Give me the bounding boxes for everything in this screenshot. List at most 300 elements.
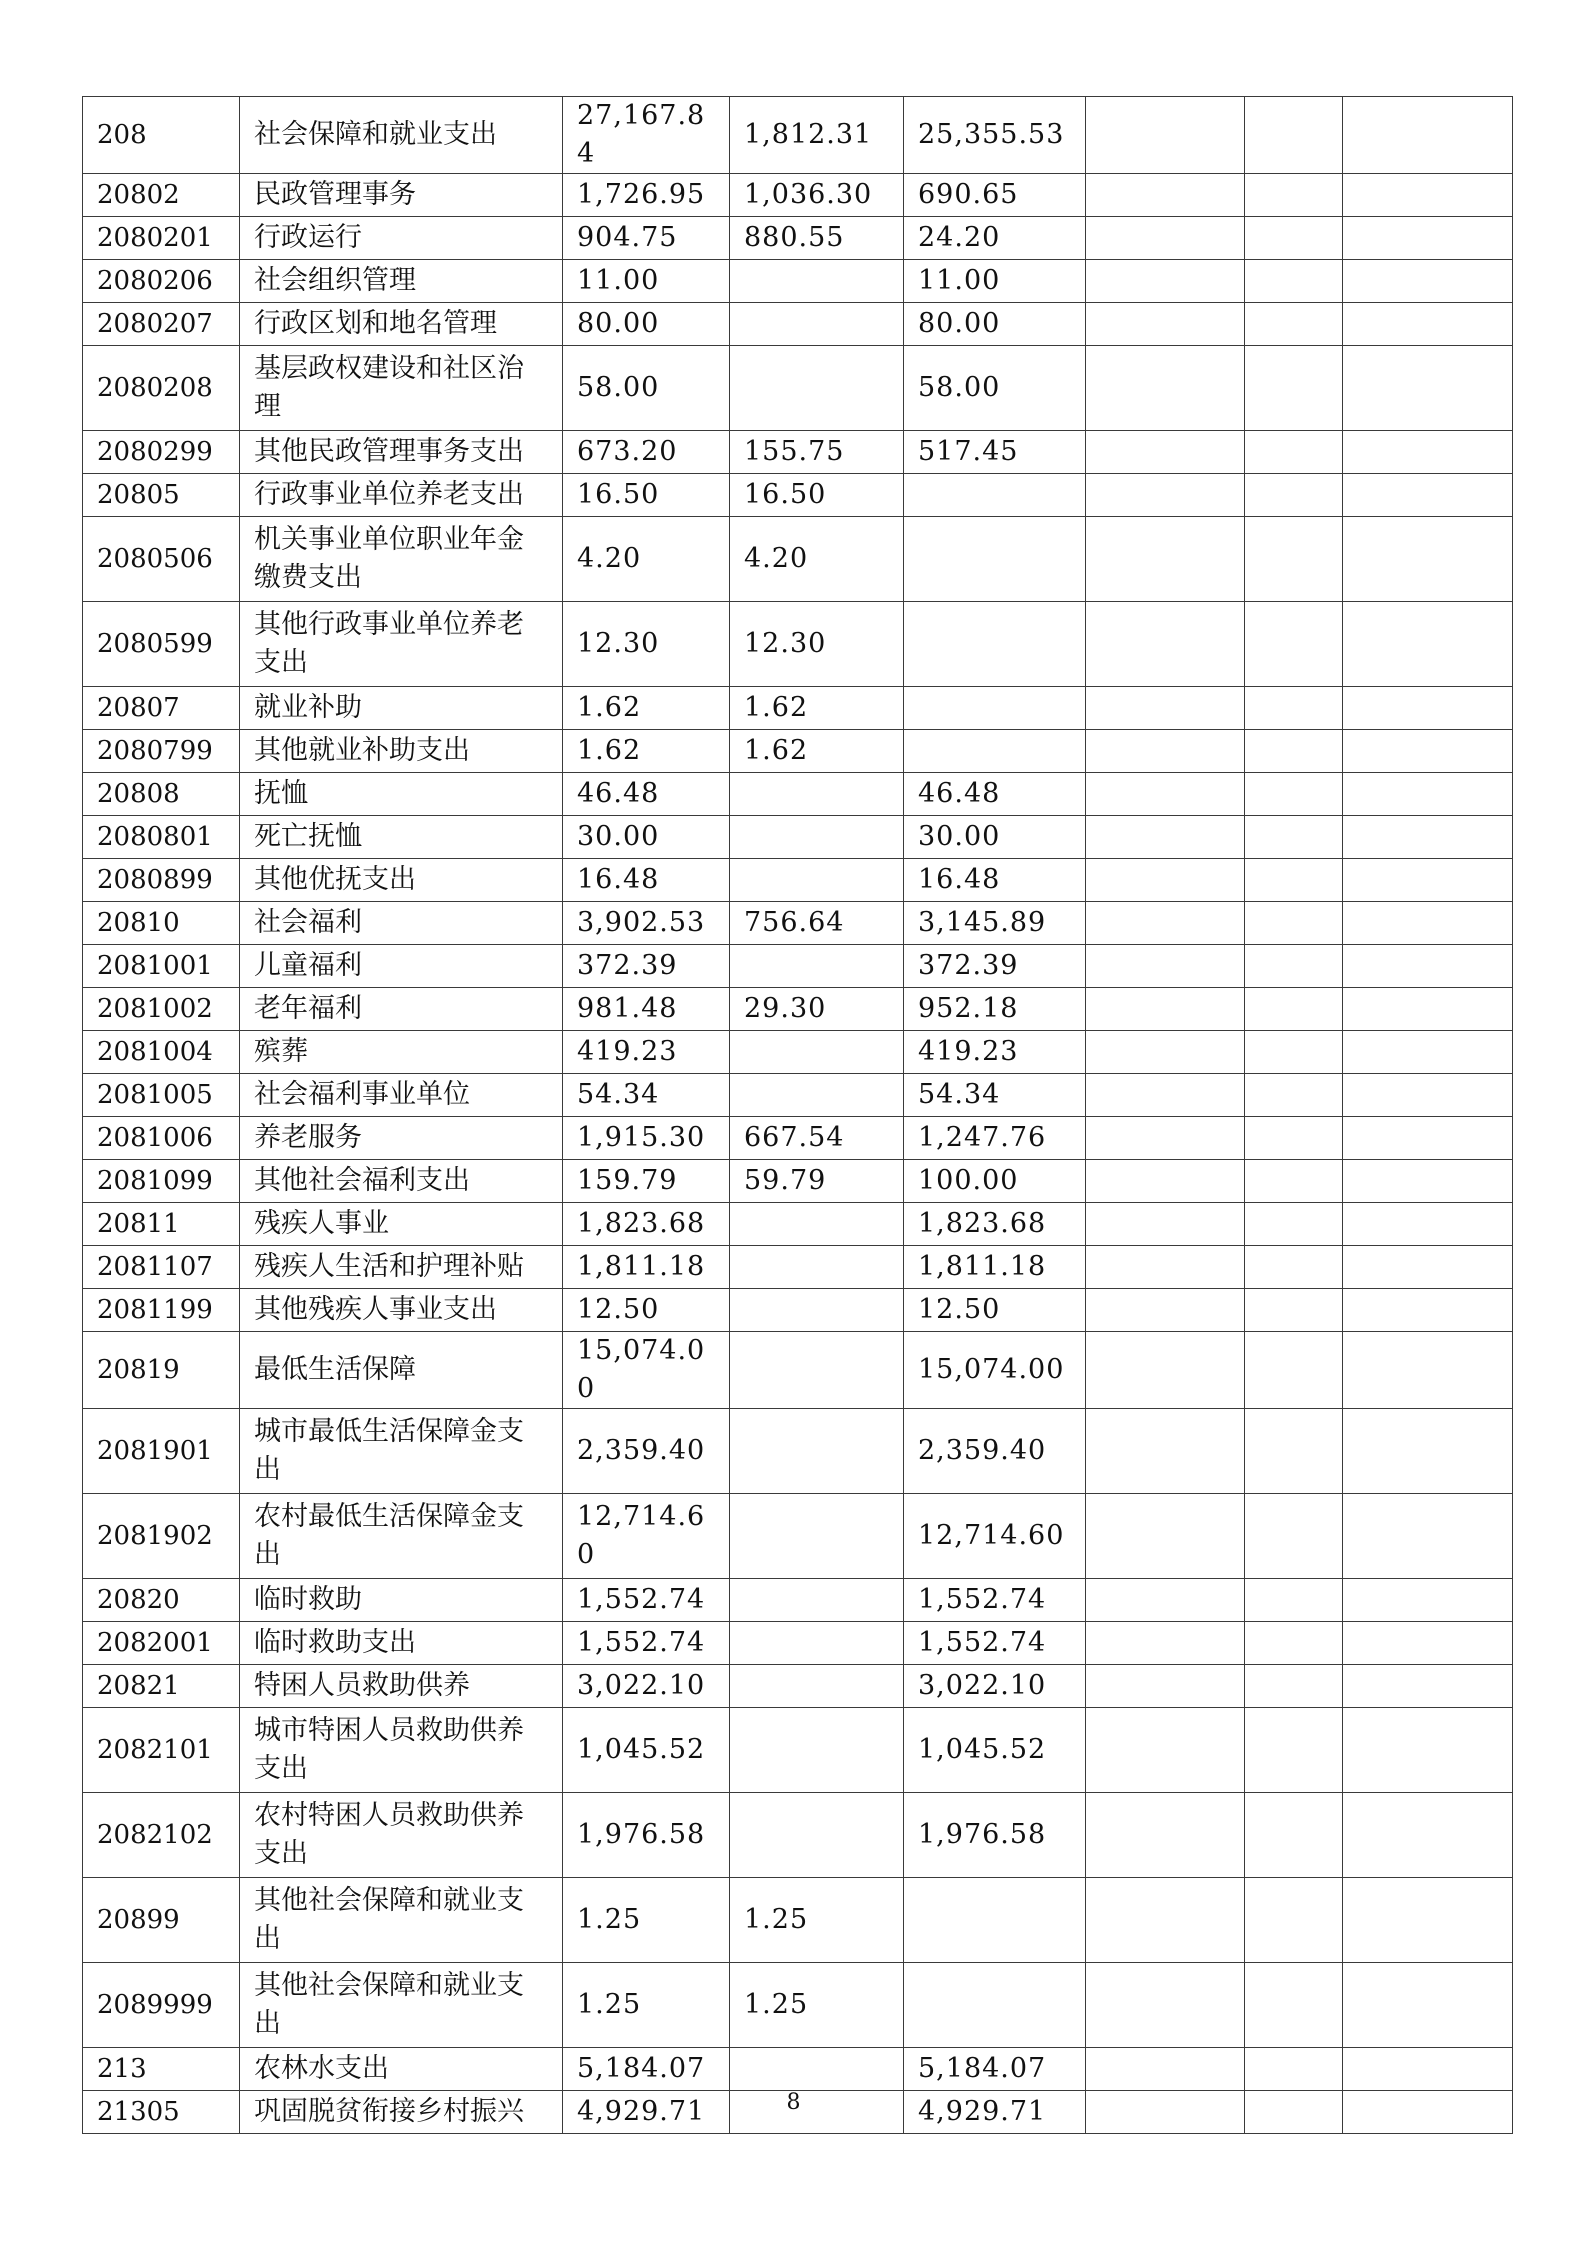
name-cell: 民政管理事务 (240, 174, 563, 217)
code-cell: 2082101 (83, 1708, 240, 1793)
code-cell: 2081901 (83, 1409, 240, 1494)
empty-cell (1086, 1708, 1245, 1793)
empty-cell (1343, 260, 1513, 303)
project-expenditure-cell (904, 730, 1086, 773)
table-row (83, 217, 1513, 260)
empty-cell (1086, 1494, 1245, 1579)
empty-cell (1245, 2048, 1343, 2091)
empty-cell (1086, 816, 1245, 859)
empty-cell (1343, 1031, 1513, 1074)
empty-cell (1343, 1409, 1513, 1494)
total-cell: 1,823.68 (563, 1203, 730, 1246)
total-cell: 2,359.40 (563, 1409, 730, 1494)
empty-cell (1086, 859, 1245, 902)
name-cell: 抚恤 (240, 773, 563, 816)
empty-cell (1343, 431, 1513, 474)
total-cell: 11.00 (563, 260, 730, 303)
empty-cell (1343, 1332, 1513, 1409)
empty-cell (1343, 1665, 1513, 1708)
table-row (83, 1031, 1513, 1074)
total-cell: 1,552.74 (563, 1579, 730, 1622)
table-row (83, 773, 1513, 816)
total-cell: 12.50 (563, 1289, 730, 1332)
empty-cell (1245, 1579, 1343, 1622)
project-expenditure-cell: 24.20 (904, 217, 1086, 260)
name-cell: 就业补助 (240, 687, 563, 730)
code-cell: 2081001 (83, 945, 240, 988)
total-cell: 15,074.00 (563, 1332, 730, 1409)
name-cell: 基层政权建设和社区治理 (240, 346, 563, 431)
empty-cell (1343, 1878, 1513, 1963)
empty-cell (1086, 217, 1245, 260)
basic-expenditure-cell (730, 1074, 904, 1117)
project-expenditure-cell: 419.23 (904, 1031, 1086, 1074)
total-cell: 1,915.30 (563, 1117, 730, 1160)
basic-expenditure-cell (730, 260, 904, 303)
table-row (83, 174, 1513, 217)
name-cell: 其他就业补助支出 (240, 730, 563, 773)
total-cell: 372.39 (563, 945, 730, 988)
table-row (83, 260, 1513, 303)
empty-cell (1343, 1289, 1513, 1332)
code-cell: 208 (83, 97, 240, 174)
code-cell: 2089999 (83, 1963, 240, 2048)
code-cell: 2080299 (83, 431, 240, 474)
total-cell: 12,714.60 (563, 1494, 730, 1579)
empty-cell (1343, 816, 1513, 859)
basic-expenditure-cell (730, 945, 904, 988)
empty-cell (1086, 260, 1245, 303)
table-row (83, 474, 1513, 517)
name-cell: 临时救助 (240, 1579, 563, 1622)
empty-cell (1086, 431, 1245, 474)
empty-cell (1086, 1289, 1245, 1332)
empty-cell (1343, 1160, 1513, 1203)
empty-cell (1245, 687, 1343, 730)
code-cell: 20811 (83, 1203, 240, 1246)
project-expenditure-cell: 3,022.10 (904, 1665, 1086, 1708)
empty-cell (1343, 988, 1513, 1031)
empty-cell (1086, 1074, 1245, 1117)
name-cell: 残疾人生活和护理补贴 (240, 1246, 563, 1289)
empty-cell (1343, 859, 1513, 902)
basic-expenditure-cell (730, 303, 904, 346)
basic-expenditure-cell: 12.30 (730, 602, 904, 687)
table-row (83, 1579, 1513, 1622)
empty-cell (1245, 474, 1343, 517)
basic-expenditure-cell: 155.75 (730, 431, 904, 474)
basic-expenditure-cell: 29.30 (730, 988, 904, 1031)
empty-cell (1245, 1160, 1343, 1203)
empty-cell (1343, 1963, 1513, 2048)
total-cell: 3,902.53 (563, 902, 730, 945)
empty-cell (1086, 346, 1245, 431)
total-cell: 1.62 (563, 687, 730, 730)
code-cell: 2080207 (83, 303, 240, 346)
code-cell: 20821 (83, 1665, 240, 1708)
empty-cell (1343, 97, 1513, 174)
empty-cell (1086, 2048, 1245, 2091)
code-cell: 2081099 (83, 1160, 240, 1203)
empty-cell (1245, 431, 1343, 474)
table-row (83, 816, 1513, 859)
name-cell: 城市特困人员救助供养支出 (240, 1708, 563, 1793)
name-cell: 行政事业单位养老支出 (240, 474, 563, 517)
table-row (83, 1622, 1513, 1665)
empty-cell (1343, 1074, 1513, 1117)
empty-cell (1343, 217, 1513, 260)
code-cell: 20810 (83, 902, 240, 945)
table-row (83, 602, 1513, 687)
project-expenditure-cell: 1,976.58 (904, 1793, 1086, 1878)
basic-expenditure-cell: 1,812.31 (730, 97, 904, 174)
name-cell: 社会福利事业单位 (240, 1074, 563, 1117)
total-cell: 58.00 (563, 346, 730, 431)
basic-expenditure-cell: 4.20 (730, 517, 904, 602)
code-cell: 20802 (83, 174, 240, 217)
basic-expenditure-cell (730, 1665, 904, 1708)
total-cell: 1.25 (563, 1963, 730, 2048)
project-expenditure-cell: 1,552.74 (904, 1579, 1086, 1622)
name-cell: 其他残疾人事业支出 (240, 1289, 563, 1332)
empty-cell (1086, 1579, 1245, 1622)
empty-cell (1343, 945, 1513, 988)
total-cell: 159.79 (563, 1160, 730, 1203)
empty-cell (1343, 346, 1513, 431)
name-cell: 其他优抚支出 (240, 859, 563, 902)
code-cell: 2081006 (83, 1117, 240, 1160)
name-cell: 残疾人事业 (240, 1203, 563, 1246)
empty-cell (1086, 517, 1245, 602)
project-expenditure-cell: 4,929.71 (904, 2091, 1086, 2134)
empty-cell (1245, 988, 1343, 1031)
empty-cell (1245, 303, 1343, 346)
empty-cell (1343, 773, 1513, 816)
empty-cell (1086, 97, 1245, 174)
name-cell: 农村特困人员救助供养支出 (240, 1793, 563, 1878)
total-cell: 4.20 (563, 517, 730, 602)
basic-expenditure-cell: 16.50 (730, 474, 904, 517)
table-row (83, 1332, 1513, 1409)
code-cell: 2080801 (83, 816, 240, 859)
empty-cell (1245, 1031, 1343, 1074)
project-expenditure-cell (904, 474, 1086, 517)
basic-expenditure-cell (730, 2048, 904, 2091)
project-expenditure-cell: 12.50 (904, 1289, 1086, 1332)
table-row (83, 1963, 1513, 2048)
basic-expenditure-cell: 880.55 (730, 217, 904, 260)
code-cell: 2080799 (83, 730, 240, 773)
empty-cell (1343, 602, 1513, 687)
empty-cell (1086, 1793, 1245, 1878)
empty-cell (1086, 1665, 1245, 1708)
name-cell: 老年福利 (240, 988, 563, 1031)
project-expenditure-cell (904, 687, 1086, 730)
total-cell: 1,552.74 (563, 1622, 730, 1665)
table-row (83, 730, 1513, 773)
table-row (83, 1246, 1513, 1289)
code-cell: 2080208 (83, 346, 240, 431)
code-cell: 20820 (83, 1579, 240, 1622)
code-cell: 2081199 (83, 1289, 240, 1332)
basic-expenditure-cell (730, 346, 904, 431)
code-cell: 20808 (83, 773, 240, 816)
project-expenditure-cell: 5,184.07 (904, 2048, 1086, 2091)
empty-cell (1086, 1409, 1245, 1494)
empty-cell (1086, 174, 1245, 217)
total-cell: 16.50 (563, 474, 730, 517)
name-cell: 其他民政管理事务支出 (240, 431, 563, 474)
code-cell: 2080599 (83, 602, 240, 687)
empty-cell (1245, 1665, 1343, 1708)
basic-expenditure-cell (730, 1579, 904, 1622)
basic-expenditure-cell (730, 1203, 904, 1246)
empty-cell (1086, 1117, 1245, 1160)
empty-cell (1245, 1246, 1343, 1289)
table-row (83, 945, 1513, 988)
code-cell: 2081107 (83, 1246, 240, 1289)
code-cell: 2080206 (83, 260, 240, 303)
empty-cell (1086, 773, 1245, 816)
total-cell: 1,045.52 (563, 1708, 730, 1793)
total-cell: 46.48 (563, 773, 730, 816)
total-cell: 80.00 (563, 303, 730, 346)
empty-cell (1343, 1579, 1513, 1622)
name-cell: 行政运行 (240, 217, 563, 260)
basic-expenditure-cell (730, 816, 904, 859)
name-cell: 社会福利 (240, 902, 563, 945)
empty-cell (1245, 1117, 1343, 1160)
project-expenditure-cell (904, 1963, 1086, 2048)
basic-expenditure-cell: 1,036.30 (730, 174, 904, 217)
empty-cell (1245, 1409, 1343, 1494)
project-expenditure-cell: 690.65 (904, 174, 1086, 217)
project-expenditure-cell: 15,074.00 (904, 1332, 1086, 1409)
project-expenditure-cell: 3,145.89 (904, 902, 1086, 945)
empty-cell (1245, 816, 1343, 859)
name-cell: 其他社会保障和就业支出 (240, 1963, 563, 2048)
empty-cell (1343, 1246, 1513, 1289)
project-expenditure-cell (904, 602, 1086, 687)
empty-cell (1245, 773, 1343, 816)
empty-cell (1245, 859, 1343, 902)
empty-cell (1343, 2048, 1513, 2091)
project-expenditure-cell: 372.39 (904, 945, 1086, 988)
name-cell: 其他社会保障和就业支出 (240, 1878, 563, 1963)
empty-cell (1245, 945, 1343, 988)
basic-expenditure-cell (730, 1332, 904, 1409)
name-cell: 社会组织管理 (240, 260, 563, 303)
empty-cell (1086, 1332, 1245, 1409)
total-cell: 30.00 (563, 816, 730, 859)
empty-cell (1343, 517, 1513, 602)
name-cell: 农林水支出 (240, 2048, 563, 2091)
table-row (83, 859, 1513, 902)
empty-cell (1245, 517, 1343, 602)
basic-expenditure-cell: 1.62 (730, 687, 904, 730)
table-row (83, 1289, 1513, 1332)
total-cell: 5,184.07 (563, 2048, 730, 2091)
empty-cell (1245, 1074, 1343, 1117)
table-row (83, 1160, 1513, 1203)
empty-cell (1343, 687, 1513, 730)
table-row (83, 1409, 1513, 1494)
project-expenditure-cell (904, 1878, 1086, 1963)
total-cell: 1,976.58 (563, 1793, 730, 1878)
name-cell: 特困人员救助供养 (240, 1665, 563, 1708)
empty-cell (1245, 217, 1343, 260)
project-expenditure-cell: 952.18 (904, 988, 1086, 1031)
project-expenditure-cell: 54.34 (904, 1074, 1086, 1117)
code-cell: 20899 (83, 1878, 240, 1963)
empty-cell (1343, 1708, 1513, 1793)
name-cell: 最低生活保障 (240, 1332, 563, 1409)
empty-cell (1343, 902, 1513, 945)
project-expenditure-cell: 30.00 (904, 816, 1086, 859)
budget-table (82, 96, 1513, 2134)
project-expenditure-cell: 46.48 (904, 773, 1086, 816)
total-cell: 1,726.95 (563, 174, 730, 217)
table-body (83, 97, 1513, 2134)
name-cell: 其他社会福利支出 (240, 1160, 563, 1203)
total-cell: 419.23 (563, 1031, 730, 1074)
empty-cell (1245, 1332, 1343, 1409)
name-cell: 殡葬 (240, 1031, 563, 1074)
code-cell: 2081902 (83, 1494, 240, 1579)
empty-cell (1086, 1622, 1245, 1665)
code-cell: 2082102 (83, 1793, 240, 1878)
empty-cell (1086, 1203, 1245, 1246)
table-row (83, 1708, 1513, 1793)
project-expenditure-cell: 12,714.60 (904, 1494, 1086, 1579)
empty-cell (1245, 346, 1343, 431)
basic-expenditure-cell: 667.54 (730, 1117, 904, 1160)
code-cell: 2080506 (83, 517, 240, 602)
code-cell: 20819 (83, 1332, 240, 1409)
table-row (83, 988, 1513, 1031)
table-row (83, 1203, 1513, 1246)
basic-expenditure-cell (730, 1409, 904, 1494)
empty-cell (1245, 1622, 1343, 1665)
empty-cell (1343, 1117, 1513, 1160)
table-row (83, 1793, 1513, 1878)
name-cell: 其他行政事业单位养老支出 (240, 602, 563, 687)
name-cell: 社会保障和就业支出 (240, 97, 563, 174)
empty-cell (1245, 174, 1343, 217)
empty-cell (1343, 1494, 1513, 1579)
code-cell: 2081004 (83, 1031, 240, 1074)
code-cell: 2081005 (83, 1074, 240, 1117)
basic-expenditure-cell (730, 1494, 904, 1579)
project-expenditure-cell: 1,811.18 (904, 1246, 1086, 1289)
total-cell: 673.20 (563, 431, 730, 474)
total-cell: 54.34 (563, 1074, 730, 1117)
empty-cell (1245, 1793, 1343, 1878)
basic-expenditure-cell (730, 1793, 904, 1878)
project-expenditure-cell: 16.48 (904, 859, 1086, 902)
table-row (83, 2048, 1513, 2091)
table-row (83, 1878, 1513, 1963)
total-cell: 4,929.71 (563, 2091, 730, 2134)
empty-cell (1086, 1246, 1245, 1289)
name-cell: 儿童福利 (240, 945, 563, 988)
empty-cell (1245, 1963, 1343, 2048)
table-row (83, 346, 1513, 431)
project-expenditure-cell: 1,247.76 (904, 1117, 1086, 1160)
empty-cell (1245, 730, 1343, 773)
basic-expenditure-cell (730, 859, 904, 902)
basic-expenditure-cell (730, 1289, 904, 1332)
empty-cell (1086, 902, 1245, 945)
project-expenditure-cell: 517.45 (904, 431, 1086, 474)
empty-cell (1343, 1622, 1513, 1665)
basic-expenditure-cell: 1.62 (730, 730, 904, 773)
table-row (83, 1665, 1513, 1708)
empty-cell (1086, 1878, 1245, 1963)
empty-cell (1245, 1708, 1343, 1793)
empty-cell (1086, 730, 1245, 773)
empty-cell (1086, 945, 1245, 988)
total-cell: 1,811.18 (563, 1246, 730, 1289)
code-cell: 2082001 (83, 1622, 240, 1665)
empty-cell (1086, 303, 1245, 346)
code-cell: 2081002 (83, 988, 240, 1031)
empty-cell (1343, 1203, 1513, 1246)
project-expenditure-cell: 25,355.53 (904, 97, 1086, 174)
name-cell: 养老服务 (240, 1117, 563, 1160)
table-row (83, 431, 1513, 474)
empty-cell (1245, 602, 1343, 687)
code-cell: 20807 (83, 687, 240, 730)
empty-cell (1086, 687, 1245, 730)
total-cell: 1.62 (563, 730, 730, 773)
table-row (83, 517, 1513, 602)
name-cell: 死亡抚恤 (240, 816, 563, 859)
page-number: 8 (786, 2090, 801, 2115)
basic-expenditure-cell: 756.64 (730, 902, 904, 945)
table-row (83, 1117, 1513, 1160)
project-expenditure-cell: 11.00 (904, 260, 1086, 303)
empty-cell (1086, 602, 1245, 687)
project-expenditure-cell: 1,045.52 (904, 1708, 1086, 1793)
basic-expenditure-cell (730, 773, 904, 816)
table-row (83, 1074, 1513, 1117)
total-cell: 981.48 (563, 988, 730, 1031)
total-cell: 1.25 (563, 1878, 730, 1963)
code-cell: 2080899 (83, 859, 240, 902)
name-cell: 机关事业单位职业年金缴费支出 (240, 517, 563, 602)
empty-cell (1245, 902, 1343, 945)
project-expenditure-cell (904, 517, 1086, 602)
basic-expenditure-cell (730, 1246, 904, 1289)
empty-cell (1086, 988, 1245, 1031)
empty-cell (1245, 260, 1343, 303)
code-cell: 21305 (83, 2091, 240, 2134)
empty-cell (1343, 1793, 1513, 1878)
table-row (83, 1494, 1513, 1579)
empty-cell (1245, 97, 1343, 174)
table-row (83, 97, 1513, 174)
basic-expenditure-cell (730, 1708, 904, 1793)
project-expenditure-cell: 1,552.74 (904, 1622, 1086, 1665)
code-cell: 213 (83, 2048, 240, 2091)
empty-cell (1343, 474, 1513, 517)
empty-cell (1245, 1494, 1343, 1579)
empty-cell (1245, 1878, 1343, 1963)
table-row (83, 687, 1513, 730)
table-row (83, 303, 1513, 346)
basic-expenditure-cell (730, 1031, 904, 1074)
